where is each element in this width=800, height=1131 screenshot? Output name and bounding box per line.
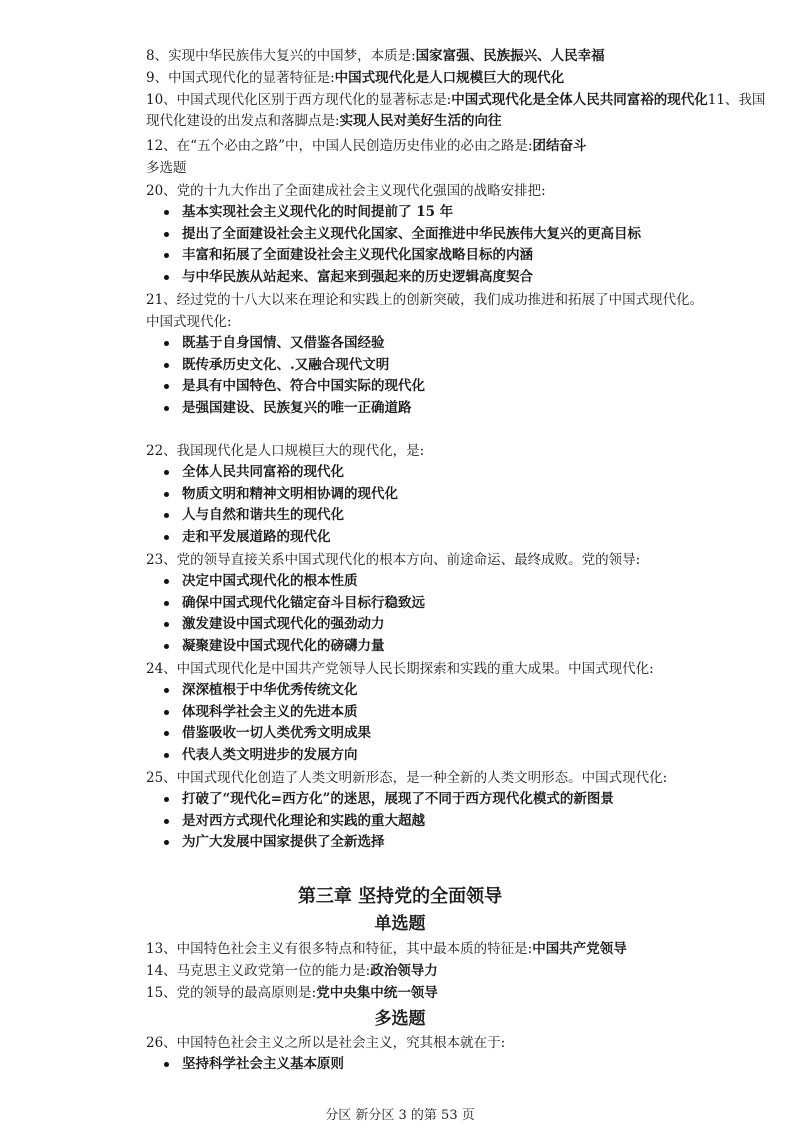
list-item: 物质文明和精神文明相协调的现代化 xyxy=(160,484,398,506)
options-24 xyxy=(160,680,371,766)
answer-text: 国家富强、民族振兴、人民幸福 xyxy=(415,48,605,64)
question-21-cont: 中国式现代化: xyxy=(146,314,232,330)
list-item: 借鉴吸收一切人类优秀文明成果 xyxy=(160,723,371,745)
question-8 xyxy=(146,46,760,66)
question-22: 22、我国现代化是人口规模巨大的现代化，是: xyxy=(146,443,425,459)
list-item: 是对西方式现代化理论和实践的重大超越 xyxy=(160,811,614,833)
page-footer: 分区 新分区 3 的第 53 页 xyxy=(325,1108,475,1123)
list-item: 决定中国式现代化的根本性质 xyxy=(160,571,425,593)
question-text: 9、中国式现代化的显著特征是: xyxy=(146,70,335,86)
section-title-multi: 多选题 xyxy=(374,1009,426,1029)
answer-text: 政治领导力 xyxy=(370,963,438,979)
list-item: 坚持科学社会主义基本原则 xyxy=(160,1054,344,1076)
list-item: 人与自然和谐共生的现代化 xyxy=(160,505,398,527)
question-14 xyxy=(146,961,760,981)
answer-text: 中国式现代化是人口规模巨大的现代化 xyxy=(334,70,565,86)
list-item: 体现科学社会主义的先进本质 xyxy=(160,702,371,724)
question-text: 13、中国特色社会主义有很多特点和特征，其中最本质的特征是: xyxy=(146,941,533,957)
question-text: 8、实现中华民族伟大复兴的中国梦，本质是: xyxy=(146,48,416,64)
chapter-title: 第三章 坚持党的全面领导 xyxy=(297,886,503,907)
list-item: 基本实现社会主义现代化的时间提前了 15 年 xyxy=(160,202,641,224)
list-item: 全体人民共同富裕的现代化 xyxy=(160,462,398,484)
question-10-11 xyxy=(146,90,766,132)
options-25 xyxy=(160,789,614,854)
list-item: 提出了全面建设社会主义现代化国家、全面推进中华民族伟大复兴的更高目标 xyxy=(160,224,641,246)
question-23: 23、党的领导直接关系中国式现代化的根本方向、前途命运、最终成败。党的领导: xyxy=(146,552,641,568)
list-item: 既传承历史文化、.又融合现代文明 xyxy=(160,355,425,377)
question-24: 24、中国式现代化是中国共产党领导人民长期探索和实践的重大成果。中国式现代化: xyxy=(146,661,654,677)
list-item: 凝聚建设中国式现代化的磅礴力量 xyxy=(160,636,425,658)
question-26: 26、中国特色社会主义之所以是社会主义，究其根本就在于: xyxy=(146,1035,506,1051)
list-item: 丰富和拓展了全面建设社会主义现代化国家战略目标的内涵 xyxy=(160,245,641,267)
answer-text: 党中央集中统一领导 xyxy=(316,985,438,1001)
question-20: 20、党的十九大作出了全面建成社会主义现代化强国的战略安排把: xyxy=(146,183,546,199)
options-20 xyxy=(160,202,641,288)
question-15 xyxy=(146,983,760,1003)
options-21 xyxy=(160,333,425,419)
question-text: 12、在“五个必由之路”中，中国人民创造历史伟业的必由之路是: xyxy=(146,138,533,154)
list-item: 深深植根于中华优秀传统文化 xyxy=(160,680,371,702)
list-item: 确保中国式现代化锚定奋斗目标行稳致远 xyxy=(160,593,425,615)
answer-text: 团结奋斗 xyxy=(532,138,587,154)
answer-text: 实现人民对美好生活的向往 xyxy=(339,113,502,129)
question-text: 11、我国现代化建设的出发点和落脚点是: xyxy=(146,92,766,129)
list-item: 代表人类文明进步的发展方向 xyxy=(160,745,371,767)
question-9 xyxy=(146,68,760,88)
options-22 xyxy=(160,462,398,548)
question-21: 21、经过党的十八大以来在理论和实践上的创新突破，我们成功推进和拓展了中国式现代化。 xyxy=(146,292,704,308)
section-label-multi: 多选题 xyxy=(146,160,187,176)
question-text: 14、马克思主义政党第一位的能力是: xyxy=(146,963,371,979)
list-item: 为广大发展中国家提供了全新选择 xyxy=(160,832,614,854)
answer-text: 中国共产党领导 xyxy=(532,941,627,957)
list-item: 激发建设中国式现代化的强劲动力 xyxy=(160,614,425,636)
question-13 xyxy=(146,939,760,959)
answer-text: 中国式现代化是全体人民共同富裕的现代化 xyxy=(451,92,708,108)
list-item: 走和平发展道路的现代化 xyxy=(160,527,398,549)
list-item: 打破了“现代化=西方化”的迷思，展现了不同于西方现代化模式的新图景 xyxy=(160,789,614,811)
list-item: 与中华民族从站起来、富起来到强起来的历史逻辑高度契合 xyxy=(160,267,641,289)
section-title-single: 单选题 xyxy=(374,914,426,934)
list-item: 是强国建设、民族复兴的唯一正确道路 xyxy=(160,398,425,420)
question-text: 15、党的领导的最高原则是: xyxy=(146,985,317,1001)
question-25: 25、中国式现代化创造了人类文明新形态，是一种全新的人类文明形态。中国式现代化: xyxy=(146,770,668,786)
question-12 xyxy=(146,136,760,156)
list-item: 既基于自身国情、又借鉴各国经验 xyxy=(160,333,425,355)
options-26 xyxy=(160,1054,344,1076)
list-item: 是具有中国特色、符合中国实际的现代化 xyxy=(160,376,425,398)
options-23 xyxy=(160,571,425,657)
question-text: 10、中国式现代化区别于西方现代化的显著标志是: xyxy=(146,92,452,108)
